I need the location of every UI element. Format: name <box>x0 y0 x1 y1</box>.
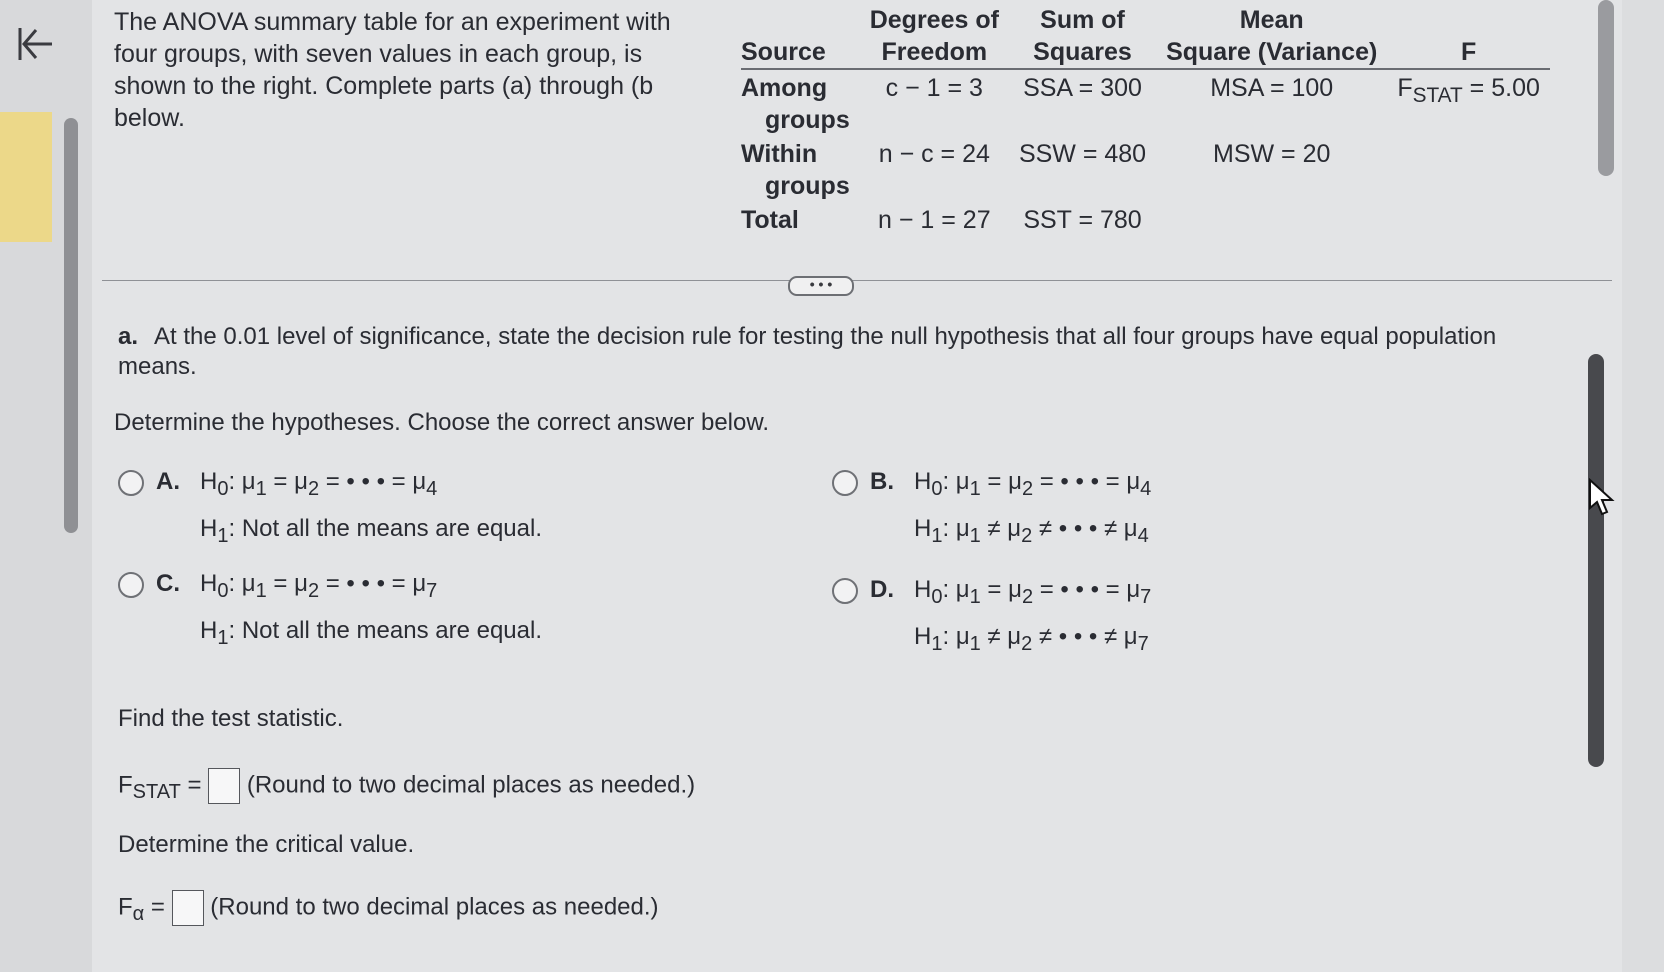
option-text <box>200 564 542 658</box>
row-f <box>1387 202 1550 236</box>
back-to-start-icon[interactable] <box>8 18 60 70</box>
h1-expression: Not all the means are equal. <box>241 514 542 542</box>
row-source <box>741 202 860 236</box>
h1-line: $H_1$: Not all the means are equal. <box>200 514 542 547</box>
part-a-label: a. <box>118 323 139 350</box>
table-scrollbar[interactable] <box>1598 0 1614 176</box>
table-row <box>741 69 1550 136</box>
h0-expression: $_1 = \mu_2$ = • • • = $\mu_7$ <box>969 576 1152 608</box>
critical-value-row <box>118 890 659 929</box>
fstat-sub: STAT <box>132 781 181 804</box>
h1-line: $H_1$: $\mu_1 \ne \mu_2$ ≠ • • • ≠ $\mu_7$ <box>914 622 1149 655</box>
header-df <box>860 4 1009 69</box>
header-df-line1: Degrees of <box>869 6 999 34</box>
option-text <box>200 462 542 556</box>
option-letter: B. <box>870 468 894 495</box>
row-ss: SST = 780 <box>1023 206 1142 234</box>
h1-expression: Not all the means are equal. <box>241 616 542 644</box>
table-row <box>741 136 1550 202</box>
header-ss <box>1009 4 1156 69</box>
option-text <box>914 462 1151 556</box>
radio-d[interactable] <box>832 578 858 604</box>
critical-value-prompt: Determine the critical value. <box>118 831 415 858</box>
table-row <box>741 202 1550 236</box>
expand-button[interactable]: • • • <box>788 276 854 296</box>
test-stat-prompt: Find the test statistic. <box>118 705 344 732</box>
part-a-text: At the 0.01 level of significance, state the decision rule for testing the null hypothesis that all four groups have equal population means. <box>118 323 1497 380</box>
h0-line: $H_0$: $\mu_1 = \mu_2$ = • • • = $\mu_4$ <box>914 468 1152 500</box>
f-sub: STAT <box>1412 84 1463 107</box>
highlight-strip <box>0 112 52 242</box>
header-ms <box>1156 4 1387 69</box>
f-main: F <box>1397 74 1413 102</box>
fstat-hint: (Round to two decimal places as needed.) <box>246 771 696 799</box>
h0-expression: $_1 = \mu_2$ = • • • = $\mu_7$ <box>255 570 438 602</box>
row-ss: SSW = 480 <box>1018 140 1147 168</box>
header-f: F <box>1387 4 1550 69</box>
option-b[interactable] <box>832 462 1392 547</box>
mouse-pointer-icon <box>1588 478 1618 518</box>
header-ms-line1: Mean <box>1239 6 1304 34</box>
left-scrollbar[interactable] <box>64 118 78 533</box>
row-df: n − c = 24 <box>878 140 990 168</box>
row-source-line1: Within <box>741 140 818 168</box>
radio-b[interactable] <box>832 470 858 496</box>
left-rail <box>0 0 93 972</box>
section-divider <box>102 280 1612 281</box>
falpha-label: F <box>118 893 133 921</box>
row-ss: SSA = 300 <box>1023 74 1142 102</box>
anova-summary-table <box>741 4 1550 236</box>
h1-expression: $\mu_1 \ne \mu_2$ ≠ • • • ≠ $\mu_4$ <box>955 514 1149 547</box>
h0-expression: $_1 = \mu_2$ = • • • = $\mu_4$ <box>255 468 438 500</box>
header-source: Source <box>741 4 860 69</box>
falpha-sub: α <box>132 903 145 926</box>
f-value: = 5.00 <box>1462 74 1540 102</box>
intro-text: The ANOVA summary table for an experiment with four groups, with seven values in each group, is shown to the right. Complete parts (a) through (b below. <box>114 8 671 132</box>
option-a[interactable] <box>118 462 678 547</box>
row-ms: MSW = 20 <box>1213 140 1331 168</box>
falpha-hint: (Round to two decimal places as needed.) <box>210 893 659 921</box>
row-ms <box>1156 202 1387 236</box>
test-stat-row <box>118 768 695 807</box>
h0-line: $H_0$: $\mu_1 = \mu_2$ = • • • = $\mu_7$ <box>914 576 1152 608</box>
equals-sign: = <box>144 893 165 921</box>
falpha-answer-input[interactable] <box>172 890 204 926</box>
main-scrollbar-thumb[interactable] <box>1588 354 1604 767</box>
row-f <box>1387 69 1550 136</box>
header-ss-line2: Squares <box>1033 38 1132 66</box>
option-letter: A. <box>156 468 180 495</box>
equals-sign: = <box>180 771 202 799</box>
header-df-line2: Freedom <box>881 38 988 66</box>
h0-line: $H_0$: $\mu_1 = \mu_2$ = • • • = $\mu_7$ <box>200 570 438 602</box>
row-source-line1: Total <box>741 206 799 234</box>
row-source <box>741 69 860 136</box>
row-source-line2: groups <box>765 172 850 200</box>
option-text <box>914 570 1151 664</box>
fstat-answer-input[interactable] <box>208 768 240 804</box>
question-panel <box>92 0 1622 972</box>
right-scroll-track <box>1622 0 1664 972</box>
row-df: c − 1 = 3 <box>885 74 983 102</box>
fstat-label: F <box>118 771 133 799</box>
part-a-question <box>118 322 1548 382</box>
h1-expression: $\mu_1 \ne \mu_2$ ≠ • • • ≠ $\mu_7$ <box>955 622 1149 655</box>
h1-line: $H_1$: $\mu_1 \ne \mu_2$ ≠ • • • ≠ $\mu_4$ <box>914 514 1149 547</box>
row-df: n − 1 = 27 <box>878 206 991 234</box>
radio-a[interactable] <box>118 470 144 496</box>
row-ms: MSA = 100 <box>1210 74 1334 102</box>
header-ms-line2: Square (Variance) <box>1166 38 1378 66</box>
option-d[interactable] <box>832 570 1392 655</box>
row-source <box>741 136 860 202</box>
option-letter: C. <box>156 570 180 597</box>
radio-c[interactable] <box>118 572 144 598</box>
option-c[interactable] <box>118 564 678 649</box>
row-source-line1: Among <box>741 74 828 102</box>
h1-line: $H_1$: Not all the means are equal. <box>200 616 542 649</box>
row-f <box>1387 136 1550 202</box>
row-source-line2: groups <box>765 106 850 134</box>
option-letter: D. <box>870 576 894 603</box>
h0-expression: $_1 = \mu_2$ = • • • = $\mu_4$ <box>969 468 1152 500</box>
hypotheses-prompt: Determine the hypotheses. Choose the correct answer below. <box>114 409 770 436</box>
header-ss-line1: Sum of <box>1040 6 1125 34</box>
h0-line: $H_0$: $\mu_1 = \mu_2$ = • • • = $\mu_4$ <box>200 468 438 500</box>
